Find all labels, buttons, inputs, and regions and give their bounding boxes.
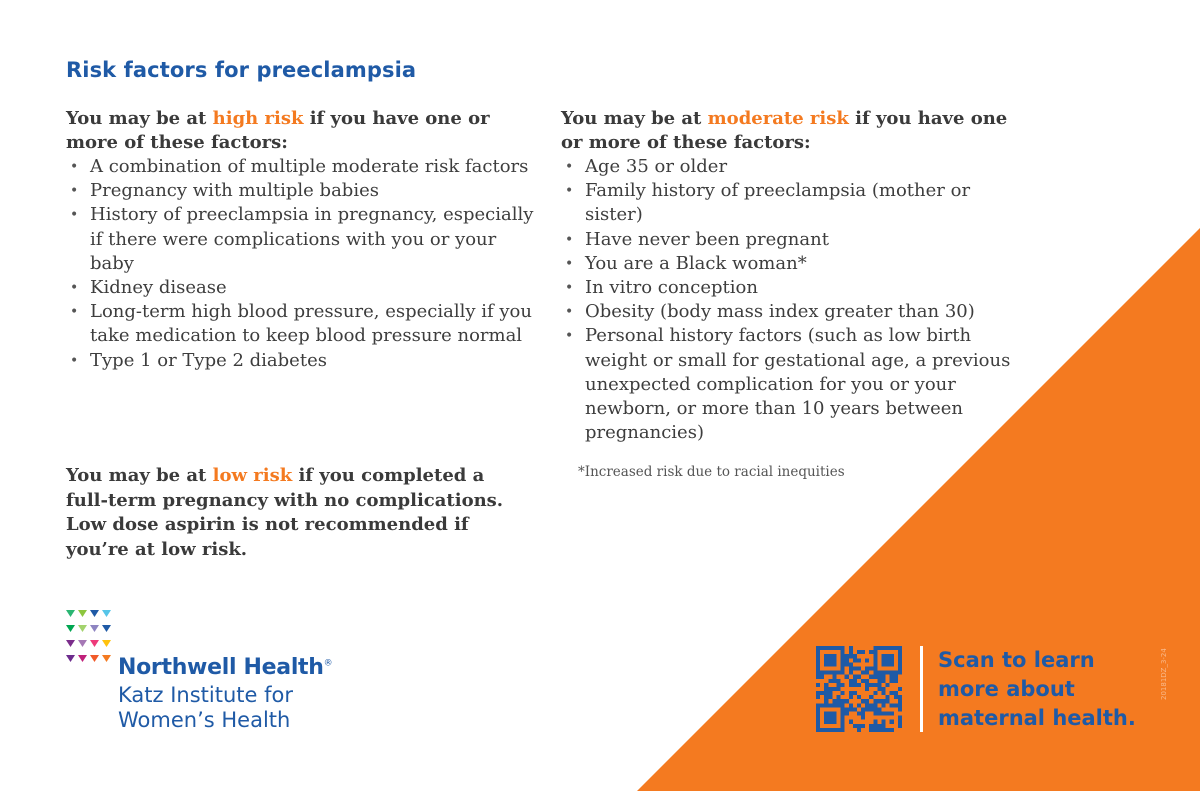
list-item: • Obesity (body mass index greater than 30)	[561, 300, 1031, 324]
high-risk-list	[66, 155, 536, 373]
divider	[920, 646, 923, 732]
low-risk-statement: You may be at low risk if you completed a full-term pregnancy with no complications. Low dose aspirin is not recommended if you’re at low risk.	[66, 465, 504, 560]
high-risk-label: high risk	[212, 108, 304, 129]
moderate-risk-list	[561, 155, 1031, 445]
list-item: • A combination of multiple moderate risk factors	[66, 155, 536, 179]
scan-cta: Scan to learn more about maternal health.	[938, 648, 1136, 730]
moderate-risk-label: moderate risk	[707, 108, 849, 129]
list-item: • Type 1 or Type 2 diabetes	[66, 349, 536, 373]
moderate-risk-section	[561, 107, 1031, 445]
list-item: • History of preeclampsia in pregnancy, especially if there were complications with you or your baby	[66, 203, 536, 276]
high-risk-section	[66, 107, 536, 373]
high-risk-lead: You may be at high risk if you have one or more of these factors:	[66, 108, 490, 153]
footnote: *Increased risk due to racial inequities	[578, 464, 845, 480]
list-item: • Age 35 or older	[561, 155, 1031, 179]
list-item: • Personal history factors (such as low birth weight or small for gestational age, a previous unexpected complication for you or your newborn, or more than 10 years between pregnancies)	[561, 324, 1031, 445]
moderate-risk-lead: You may be at moderate risk if you have one or more of these factors:	[561, 108, 1008, 153]
list-item: • Long-term high blood pressure, especially if you take medication to keep blood pressure normal	[66, 300, 536, 348]
list-item: • Kidney disease	[66, 276, 536, 300]
list-item: • Family history of preeclampsia (mother or sister)	[561, 179, 1031, 227]
list-item: • You are a Black woman*	[561, 252, 1031, 276]
list-item: • In vitro conception	[561, 276, 1031, 300]
qr-code-icon[interactable]	[816, 646, 902, 732]
page-title: Risk factors for preeclampsia	[66, 58, 417, 82]
institute-name: Katz Institute for Women’s Health	[118, 683, 293, 732]
brand-name: Northwell Health®	[118, 655, 333, 680]
low-risk-label: low risk	[212, 465, 293, 486]
list-item: • Have never been pregnant	[561, 228, 1031, 252]
print-code: 20181DZ_3-24	[1160, 648, 1168, 700]
list-item: • Pregnancy with multiple babies	[66, 179, 536, 203]
